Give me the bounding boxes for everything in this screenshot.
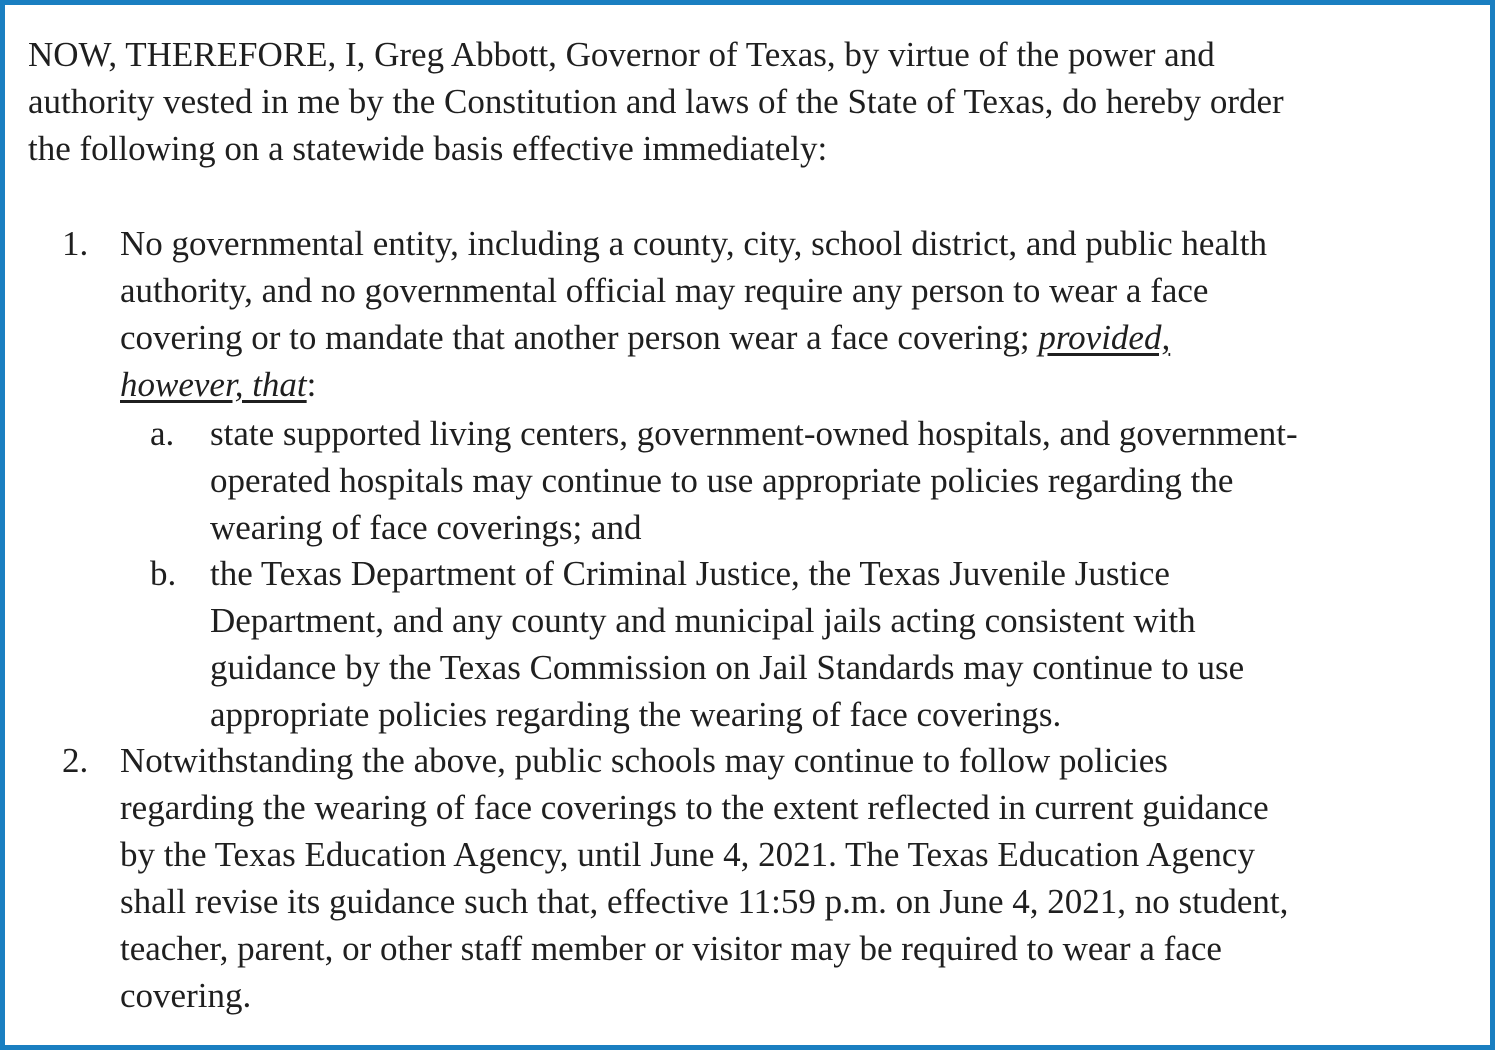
intro-line: the following on a statewide basis effective immediately: bbox=[28, 129, 828, 168]
item-2-line: Notwithstanding the above, public schools may continue to follow policies bbox=[120, 741, 1168, 780]
intro-line: NOW, THEREFORE, I, Greg Abbott, Governor of Texas, by virtue of the power and bbox=[28, 35, 1215, 74]
item-2-line: teacher, parent, or other staff member or visitor may be required to wear a face bbox=[120, 929, 1222, 968]
subitem-b-text bbox=[210, 550, 1480, 738]
subitem-a-line: wearing of face coverings; and bbox=[210, 508, 642, 547]
intro-line: authority vested in me by the Constitution and laws of the State of Texas, do hereby order bbox=[28, 82, 1284, 121]
subitem-b-line: Department, and any county and municipal jails acting consistent with bbox=[210, 601, 1196, 640]
subitem-letter: a. bbox=[150, 414, 175, 453]
item-2-line: regarding the wearing of face coverings to the extent reflected in current guidance bbox=[120, 788, 1269, 827]
item-2-line: shall revise its guidance such that, effective 11:59 p.m. on June 4, 2021, no student, bbox=[120, 882, 1289, 921]
subitem-b-line: appropriate policies regarding the wearing of face coverings. bbox=[210, 695, 1062, 734]
item-1-line bbox=[120, 314, 1460, 361]
subitem-a-line: operated hospitals may continue to use appropriate policies regarding the bbox=[210, 461, 1234, 500]
item-number: 1. bbox=[62, 224, 89, 263]
item-1-line-text: covering or to mandate that another person wear a face covering; bbox=[120, 318, 1039, 357]
subitem-a-line: state supported living centers, government-owned hospitals, and government- bbox=[210, 414, 1298, 453]
subitem-a-text bbox=[210, 410, 1480, 551]
proviso-phrase: however, that bbox=[120, 365, 307, 404]
subitem-letter: b. bbox=[150, 554, 177, 593]
proviso-phrase: provided, bbox=[1038, 318, 1171, 357]
item-number: 2. bbox=[62, 741, 89, 780]
intro-paragraph bbox=[28, 31, 1478, 172]
subitem-b-line: guidance by the Texas Commission on Jail Standards may continue to use bbox=[210, 648, 1245, 687]
item-1-line bbox=[120, 361, 1460, 408]
item-2-line: by the Texas Education Agency, until June 4, 2021. The Texas Education Agency bbox=[120, 835, 1255, 874]
item-2-line: covering. bbox=[120, 976, 252, 1015]
subitem-b-line: the Texas Department of Criminal Justice, the Texas Juvenile Justice bbox=[210, 554, 1170, 593]
item-1-text bbox=[120, 220, 1460, 408]
item-1-line: authority, and no governmental official may require any person to wear a face bbox=[120, 271, 1209, 310]
proviso-colon: : bbox=[306, 365, 317, 404]
item-1-line: No governmental entity, including a county, city, school district, and public health bbox=[120, 224, 1267, 263]
item-2-text bbox=[120, 737, 1490, 1019]
